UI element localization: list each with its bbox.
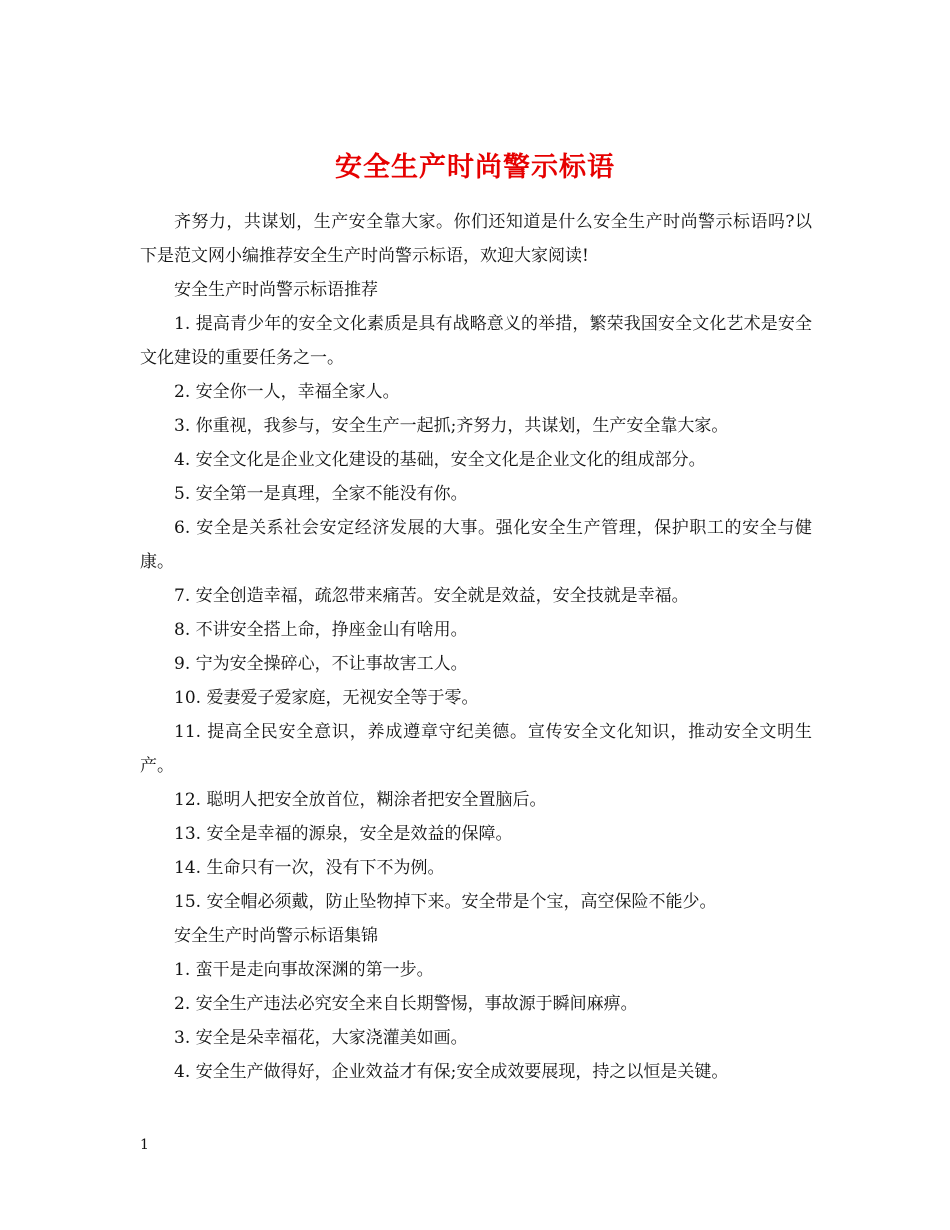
section-heading-recommended: 安全生产时尚警示标语推荐 — [174, 280, 378, 300]
slogan-item: 2. 安全生产违法必究安全来自长期警惕，事故源于瞬间麻痹。 — [174, 994, 638, 1014]
slogan-item: 10. 爱妻爱子爱家庭，无视安全等于零。 — [174, 688, 479, 708]
document-body — [140, 205, 812, 1089]
slogan-item: 14. 生命只有一次，没有下不为例。 — [174, 858, 445, 878]
slogan-item: 4. 安全生产做得好，企业效益才有保;安全成效要展现，持之以恒是关键。 — [174, 1062, 729, 1082]
slogan-item: 7. 安全创造幸福，疏忽带来痛苦。安全就是效益，安全技就是幸福。 — [174, 586, 689, 606]
slogan-item: 8. 不讲安全搭上命，挣座金山有啥用。 — [174, 620, 468, 640]
slogan-item: 3. 安全是朵幸福花，大家浇灌美如画。 — [174, 1028, 468, 1048]
slogan-item: 13. 安全是幸福的源泉，安全是效益的保障。 — [174, 824, 513, 844]
slogan-item: 9. 宁为安全操碎心，不让事故害工人。 — [174, 654, 468, 674]
slogan-item: 2. 安全你一人，幸福全家人。 — [174, 382, 400, 402]
slogan-item: 12. 聪明人把安全放首位，糊涂者把安全置脑后。 — [174, 790, 547, 810]
intro-paragraph: 齐努力，共谋划，生产安全靠大家。你们还知道是什么安全生产时尚警示标语吗?以下是范文网小编推荐安全生产时尚警示标语，欢迎大家阅读! — [140, 212, 812, 266]
page-number: 1 — [140, 1137, 149, 1153]
slogan-item: 1. 蛮干是走向事故深渊的第一步。 — [174, 960, 434, 980]
slogan-item: 1. 提高青少年的安全文化素质是具有战略意义的举措，繁荣我国安全文化艺术是安全文化建设的重要任务之一。 — [140, 314, 812, 368]
slogan-item: 3. 你重视，我参与，安全生产一起抓;齐努力，共谋划，生产安全靠大家。 — [174, 416, 729, 436]
section-heading-collection: 安全生产时尚警示标语集锦 — [174, 926, 378, 946]
slogan-item: 11. 提高全民安全意识，养成遵章守纪美德。宣传安全文化知识，推动安全文明生产。 — [140, 722, 812, 776]
slogan-item: 4. 安全文化是企业文化建设的基础，安全文化是企业文化的组成部分。 — [174, 450, 706, 470]
page-title: 安全生产时尚警示标语 — [335, 152, 615, 184]
slogan-item: 6. 安全是关系社会安定经济发展的大事。强化安全生产管理，保护职工的安全与健康。 — [140, 518, 812, 572]
slogan-item: 5. 安全第一是真理，全家不能没有你。 — [174, 484, 468, 504]
slogan-item: 15. 安全帽必须戴，防止坠物掉下来。安全带是个宝，高空保险不能少。 — [174, 892, 717, 912]
